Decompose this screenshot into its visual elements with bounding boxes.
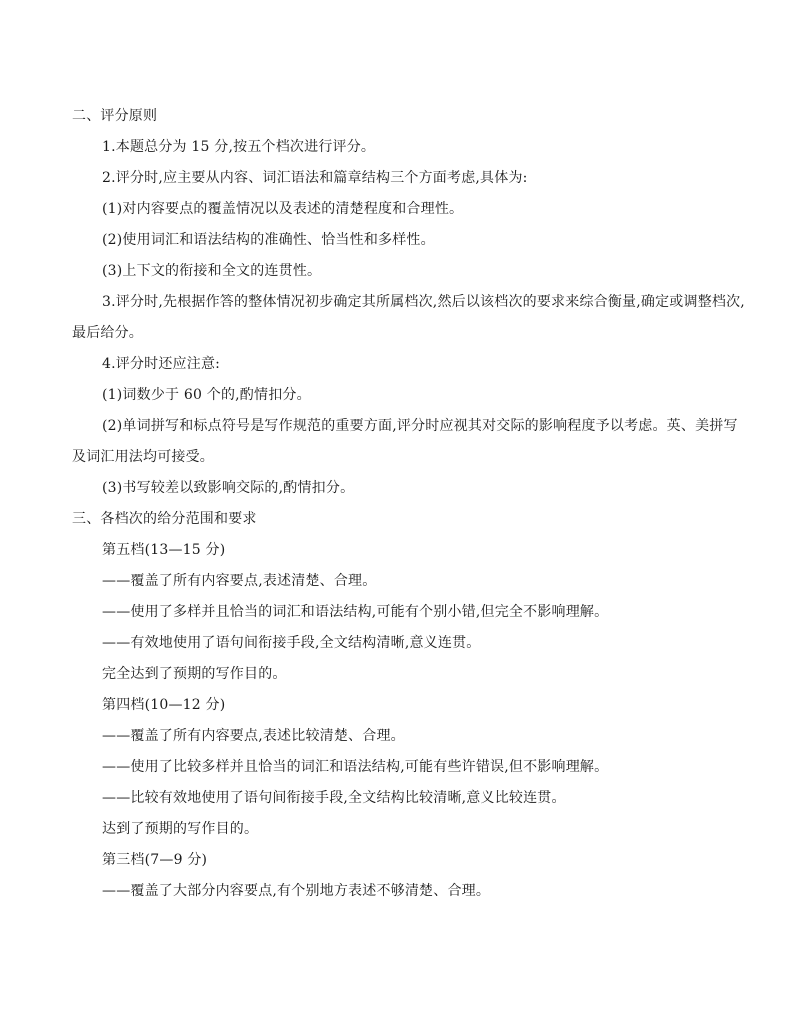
- grade-3-criterion-1: ——覆盖了大部分内容要点,有个别地方表述不够清楚、合理。: [102, 883, 491, 899]
- principle-3-line-2: 最后给分。: [72, 325, 143, 341]
- grade-5-criterion-2: ——使用了多样并且恰当的词汇和语法结构,可能有个别小错,但完全不影响理解。: [102, 604, 609, 620]
- principle-4-item-2-line-1: (2)单词拼写和标点符号是写作规范的重要方面,评分时应视其对交际的影响程度予以考虑。英、美拼写: [102, 418, 738, 434]
- grade-3-title: 第三档(7—9 分): [102, 852, 208, 868]
- principle-2-item-1: (1)对内容要点的覆盖情况以及表述的清楚程度和合理性。: [102, 201, 464, 217]
- grade-4-criterion-3: ——比较有效地使用了语句间衔接手段,全文结构比较清晰,意义比较连贯。: [102, 790, 566, 806]
- principle-4-item-2-line-2: 及词汇用法均可接受。: [72, 449, 214, 465]
- principle-2-item-2: (2)使用词汇和语法结构的准确性、恰当性和多样性。: [102, 232, 435, 248]
- principle-2-item-3: (3)上下文的衔接和全文的连贯性。: [102, 263, 322, 279]
- grade-4-summary: 达到了预期的写作目的。: [102, 821, 259, 837]
- section-3-heading: 三、各档次的给分范围和要求: [72, 511, 257, 527]
- principle-4-item-1: (1)词数少于 60 个的,酌情扣分。: [102, 387, 311, 403]
- grade-4-criterion-1: ——覆盖了所有内容要点,表述比较清楚、合理。: [102, 728, 405, 744]
- grade-5-summary: 完全达到了预期的写作目的。: [102, 666, 287, 682]
- principle-4-item-3: (3)书写较差以致影响交际的,酌情扣分。: [102, 480, 355, 496]
- section-2-heading: 二、评分原则: [72, 108, 158, 124]
- grade-5-criterion-1: ——覆盖了所有内容要点,表述清楚、合理。: [102, 573, 377, 589]
- principle-4: 4.评分时还应注意:: [102, 356, 221, 372]
- principle-3-line-1: 3.评分时,先根据作答的整体情况初步确定其所属档次,然后以该档次的要求来综合衡量,确定或调整档次,: [102, 294, 745, 310]
- grade-5-criterion-3: ——有效地使用了语句间衔接手段,全文结构清晰,意义连贯。: [102, 635, 481, 651]
- principle-2: 2.评分时,应主要从内容、词汇语法和篇章结构三个方面考虑,具体为:: [102, 170, 528, 186]
- principle-1: 1.本题总分为 15 分,按五个档次进行评分。: [102, 139, 376, 155]
- grade-4-criterion-2: ——使用了比较多样并且恰当的词汇和语法结构,可能有些许错误,但不影响理解。: [102, 759, 609, 775]
- grade-4-title: 第四档(10—12 分): [102, 697, 226, 713]
- grade-5-title: 第五档(13—15 分): [102, 542, 226, 558]
